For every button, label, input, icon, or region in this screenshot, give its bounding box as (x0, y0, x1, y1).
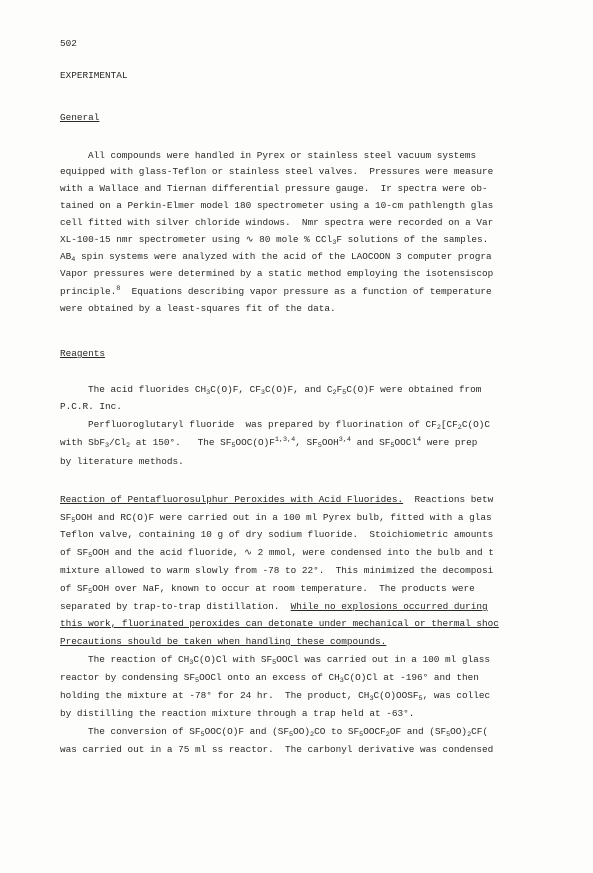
section-title: EXPERIMENTAL (60, 70, 128, 81)
text-line: separated by trap-to-trap distillation. While no explosions occurred during (60, 601, 488, 612)
text-line: mixture allowed to warm slowly from -78 to 22°. This minimized the decomposi (60, 565, 494, 576)
text-line: XL-100-15 nmr spectrometer using ∿ 80 mole % CCl$_3$F solutions of the samples. (60, 234, 489, 247)
text-line: $AB_4$ spin systems were analyzed with the acid of the LAOCOON 3 computer progra (60, 251, 492, 264)
text-line: reactor by condensing $SF_5OOCl$ onto an excess of $CH_3C(O)Cl$ at -196° and then (60, 672, 479, 685)
text-line: were obtained by a least-squares fit of the data. (60, 303, 336, 314)
safety-warning: this work, fluorinated peroxides can detonate under mechanical or thermal shoc (60, 618, 499, 629)
general-heading: General (60, 112, 100, 123)
text-line: Teflon valve, containing 10 g of dry sodium fluoride. Stoichiometric amounts (60, 529, 494, 540)
text-line: P.C.R. Inc. (60, 401, 122, 412)
text-line: was carried out in a 75 ml ss reactor. The carbonyl derivative was condensed (60, 744, 494, 755)
text-line: tained on a Perkin-Elmer model 180 spectrometer using a 10-cm pathlength glas (60, 200, 494, 211)
text-line: of $SF_5OOH$ and the acid fluoride, ∿ 2 mmol, were condensed into the bulb and t (60, 547, 494, 560)
text-line: of $SF_5OOH$ over NaF, known to occur at room temperature. The products were (60, 583, 475, 596)
text-line: principle.$^8$ Equations describing vapor pressure as a function of temperature (60, 285, 492, 297)
safety-warning: While no explosions occurred during (290, 601, 488, 612)
text-line: cell fitted with silver chloride windows. Nmr spectra were recorded on a Var (60, 217, 494, 228)
text-line: The acid fluorides $CH_3C(O)F$, $CF_3C(O)F$, and $C_2F_5C(O)F$ were obtained from (88, 384, 482, 397)
text-line: with a Wallace and Tiernan differential pressure gauge. Ir spectra were ob- (60, 183, 488, 194)
safety-warning: Precautions should be taken when handling these compounds. (60, 636, 387, 647)
text-line: Perfluoroglutaryl fluoride was prepared by fluorination of $CF_2[CF_2C(O)C$ (88, 419, 491, 432)
page-number: 502 (60, 38, 77, 49)
text-line: equipped with glass-Teflon or stainless steel valves. Pressures were measure (60, 166, 494, 177)
reagents-heading: Reagents (60, 348, 106, 359)
text-line: The conversion of $SF_5OOC(O)F$ and $(SF_5OO)_2CO$ to $SF_5OOCF_2OF$ and $(SF_5OO)_2CF$( (88, 726, 489, 739)
text-line: Reaction of Pentafluorosulphur Peroxides with Acid Fluorides. Reactions betw (60, 494, 494, 505)
text-line: with $SbF_3/Cl_2$ at 150°. The $SF_5OOC(O)F^{1,3,4}$, $SF_5OOH^{3,4}$ and $SF_5OOCl^4$ were prep (60, 436, 478, 450)
reaction-heading: Reaction of Pentafluorosulphur Peroxides with Acid Fluorides. (60, 494, 404, 505)
text-line: All compounds were handled in Pyrex or stainless steel vacuum systems (88, 150, 477, 161)
text-line: by literature methods. (60, 456, 184, 467)
text-line: by distilling the reaction mixture through a trap held at -63°. (60, 708, 415, 719)
text-line: $SF_5OOH$ and RC(O)F were carried out in a 100 ml Pyrex bulb, fitted with a glas (60, 512, 492, 525)
text-line: Vapor pressures were determined by a static method employing the isotensiscop (60, 268, 494, 279)
text-line: holding the mixture at -78° for 24 hr. The product, $CH_3C(O)OOSF_5$, was collec (60, 690, 491, 703)
text-line: The reaction of $CH_3C(O)Cl$ with $SF_5OOCl$ was carried out in a 100 ml glass (88, 654, 491, 667)
